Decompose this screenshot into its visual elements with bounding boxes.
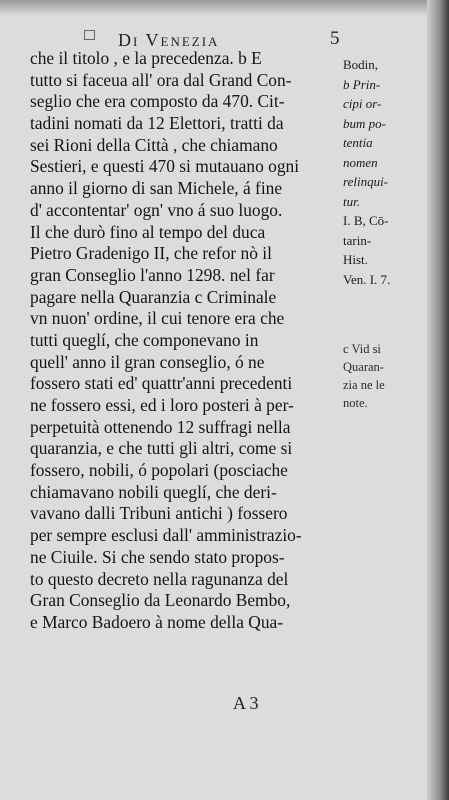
text-line: fossero stati ed' quattr'anni precedenti <box>30 373 293 394</box>
text-line: e Marco Badoero à nome della Qua- <box>30 611 284 632</box>
text-line: Sestieri, e questi 470 si mutauano ogni <box>30 156 300 177</box>
text-line: tutto si faceua all' ora dal Grand Con- <box>30 69 292 90</box>
text-line: anno il giorno di san Michele, á fine <box>30 178 283 199</box>
text-line: c Vid si <box>343 342 381 356</box>
text-line: relinqui- <box>343 174 389 189</box>
text-line: tur. <box>343 193 360 209</box>
text-line: I. B, Cō- <box>343 213 389 228</box>
text-line: Ven. I. 7. <box>343 271 391 287</box>
page-top-shadow <box>0 0 449 16</box>
text-line: quaranzia, e che tutti gli altri, come si <box>30 438 293 459</box>
text-line: che il titolo , e la precedenza. b E <box>30 48 262 68</box>
text-line: pagare nella Quaranzia c Criminale <box>30 286 277 307</box>
text-line: Il che durò fino al tempo del duca <box>30 221 266 242</box>
page-number: 5 <box>330 28 340 49</box>
text-line: Quaran- <box>343 360 384 374</box>
text-line: chiamavano nobili queglí, che deri- <box>30 481 277 502</box>
text-line: zia ne le <box>343 378 385 392</box>
text-line: tarin- <box>343 232 372 248</box>
text-line: Bodin, <box>343 57 379 72</box>
margin-note-b <box>343 55 428 289</box>
text-line: per sempre esclusi dall' amministrazio- <box>30 525 302 546</box>
text-line: fossero, nobili, ó popolari (posciache <box>30 460 288 481</box>
text-line: b Prin- <box>343 76 381 92</box>
text-line: d' accontentar' ogn' vno á suo luogo. <box>30 199 283 220</box>
text-line: ne Ciuile. Si che sendo stato propos- <box>30 546 285 567</box>
text-line: seglio che era composto da 470. Cit- <box>30 91 285 112</box>
page-edge-shadow <box>427 0 449 800</box>
margin-note-c <box>343 340 428 412</box>
text-line: perpetuità ottenendo 12 suffragi nella <box>30 416 291 437</box>
text-line: sei Rioni della Città , che chiamano <box>30 134 278 155</box>
text-line: gran Conseglio l'anno 1298. nel far <box>30 264 275 285</box>
text-line: bum po- <box>343 115 386 131</box>
text-line: to questo decreto nella ragunanza del <box>30 568 289 589</box>
text-line: cipi or- <box>343 96 382 111</box>
text-line: vavano dalli Tribuni antichi ) fossero <box>30 503 288 524</box>
text-line: tentia <box>343 135 373 150</box>
main-text-block <box>30 48 356 634</box>
text-line: Hist. <box>343 252 368 267</box>
text-line: Gran Conseglio da Leonardo Bembo, <box>30 590 291 611</box>
text-line: note. <box>343 396 368 410</box>
running-title: Di Venezia <box>118 30 220 50</box>
text-line: tadini nomati da 12 Elettori, tratti da <box>30 113 284 134</box>
text-line: tutti queglí, che componevano in <box>30 329 259 350</box>
signature-mark: A 3 <box>233 693 259 713</box>
text-line: ne fossero essi, ed i loro posteri à per- <box>30 395 294 415</box>
text-line: nomen <box>343 154 378 170</box>
text-line: quell' anno il gran conseglio, ó ne <box>30 351 265 372</box>
text-line: Pietro Gradenigo II, che refor nò il <box>30 243 272 264</box>
text-line: vn nuon' ordine, il cui tenore era che <box>30 308 285 329</box>
